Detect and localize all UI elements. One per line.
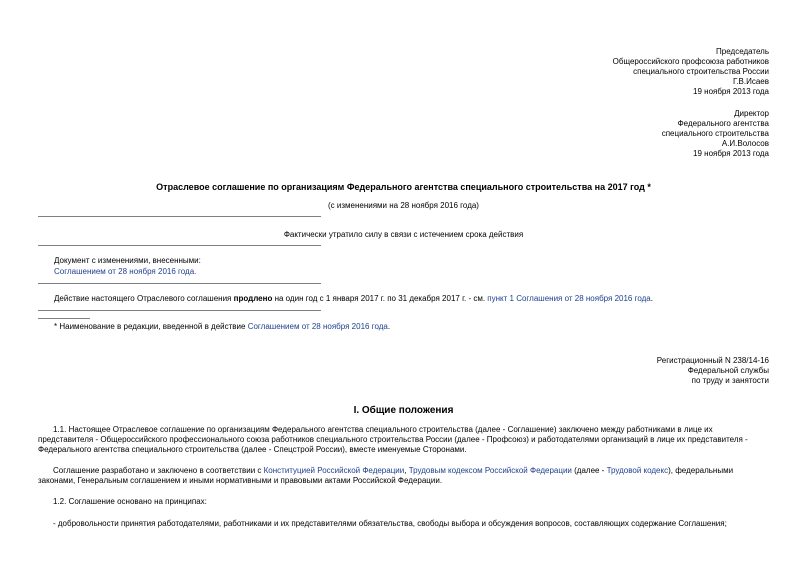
chairman-org-line1: Общероссийского профсоюза работников [612,57,769,66]
p2-text3: (далее - [571,466,607,475]
extension-bold: продлено [233,294,273,303]
p2-text4: ), федеральными законами, Генеральным соглашением и иными нормативными и правовыми актами Российской Федерации. [38,466,734,485]
extension-link[interactable]: пункт 1 Соглашения от 28 ноября 2016 года [487,294,651,303]
paragraph-principle-1: - добровольности принятия работодателями, работниками и их представителями обязательства, свободы выбора и обсуждения вопросов, составляющих содержание Соглашения; [53,519,727,528]
footnote-text: * Наименование в редакции, введенной в действие [54,322,248,331]
footnote-link[interactable]: Соглашением от 28 ноября 2016 года [247,322,388,331]
status-note: Фактически утратило силу в связи с истечением срока действия [283,230,524,239]
amendments-note: (с изменениями на 28 ноября 2016 года) [328,201,479,210]
director-date: 19 ноября 2013 года [693,149,769,158]
p2-text2: , [404,466,409,475]
director-position: Директор [734,109,769,118]
chairman-org-line2: специального строительства России [633,67,769,76]
extension-note [54,294,653,304]
extension-text-middle: на один год с 1 января 2017 г. по 31 декабря 2017 г. - см. [272,294,488,303]
registration-line2: Федеральной службы [687,366,769,375]
chairman-position: Председатель [716,47,769,56]
chairman-name: Г.В.Исаев [732,77,769,86]
approval-chairman [613,47,769,97]
approval-director [662,109,769,159]
document-title: Отраслевое соглашение по организациям Федерального агентства специального строительства на 2017 год * [156,182,651,192]
section-heading: I. Общие положения [353,405,454,416]
extension-text-after: . [650,294,653,303]
footnote-divider [38,318,90,319]
paragraph-1-2: 1.2. Соглашение основано на принципах: [53,497,207,506]
paragraph-1-1: 1.1. Настоящее Отраслевое соглашение по организациям Федерального агентства специального строительства (далее - Соглашение) заключено между работниками в лице их представителя - Общероссийского профессионального союза работников специального строительства России (далее - Профсоюз) и работодателями организаций в лице их представителя - Федерального агентства специального строительства (далее - Спецстрой России), вместе именуемые Сторонами. [38,425,748,454]
changes-link[interactable]: Соглашением от 28 ноября 2016 года. [54,267,197,276]
chairman-date: 19 ноября 2013 года [693,87,769,96]
divider [38,216,321,217]
director-name: А.И.Волосов [721,139,769,148]
director-org-line2: специального строительства [661,129,769,138]
constitution-link[interactable]: Конституцией Российской Федерации [263,466,405,475]
director-org-line1: Федерального агентства [677,119,769,128]
labor-code-short-link[interactable]: Трудовой кодекс [606,466,669,475]
registration-line3: по труду и занятости [691,376,769,385]
registration-line1: Регистрационный N 238/14-16 [656,356,769,365]
footnote-text-after: . [387,322,391,331]
labor-code-link[interactable]: Трудовым кодексом Российской Федерации [408,466,572,475]
p2-text1: Соглашение разработано и заключено в соответствии с [53,466,264,475]
registration-block [657,356,769,386]
changes-label: Документ с изменениями, внесенными: [54,256,201,265]
divider [38,245,321,246]
paragraph-legal-basis [38,466,767,486]
extension-text-before: Действие настоящего Отраслевого соглашения [54,294,234,303]
divider [38,283,321,284]
divider [38,310,321,311]
footnote [54,322,390,332]
